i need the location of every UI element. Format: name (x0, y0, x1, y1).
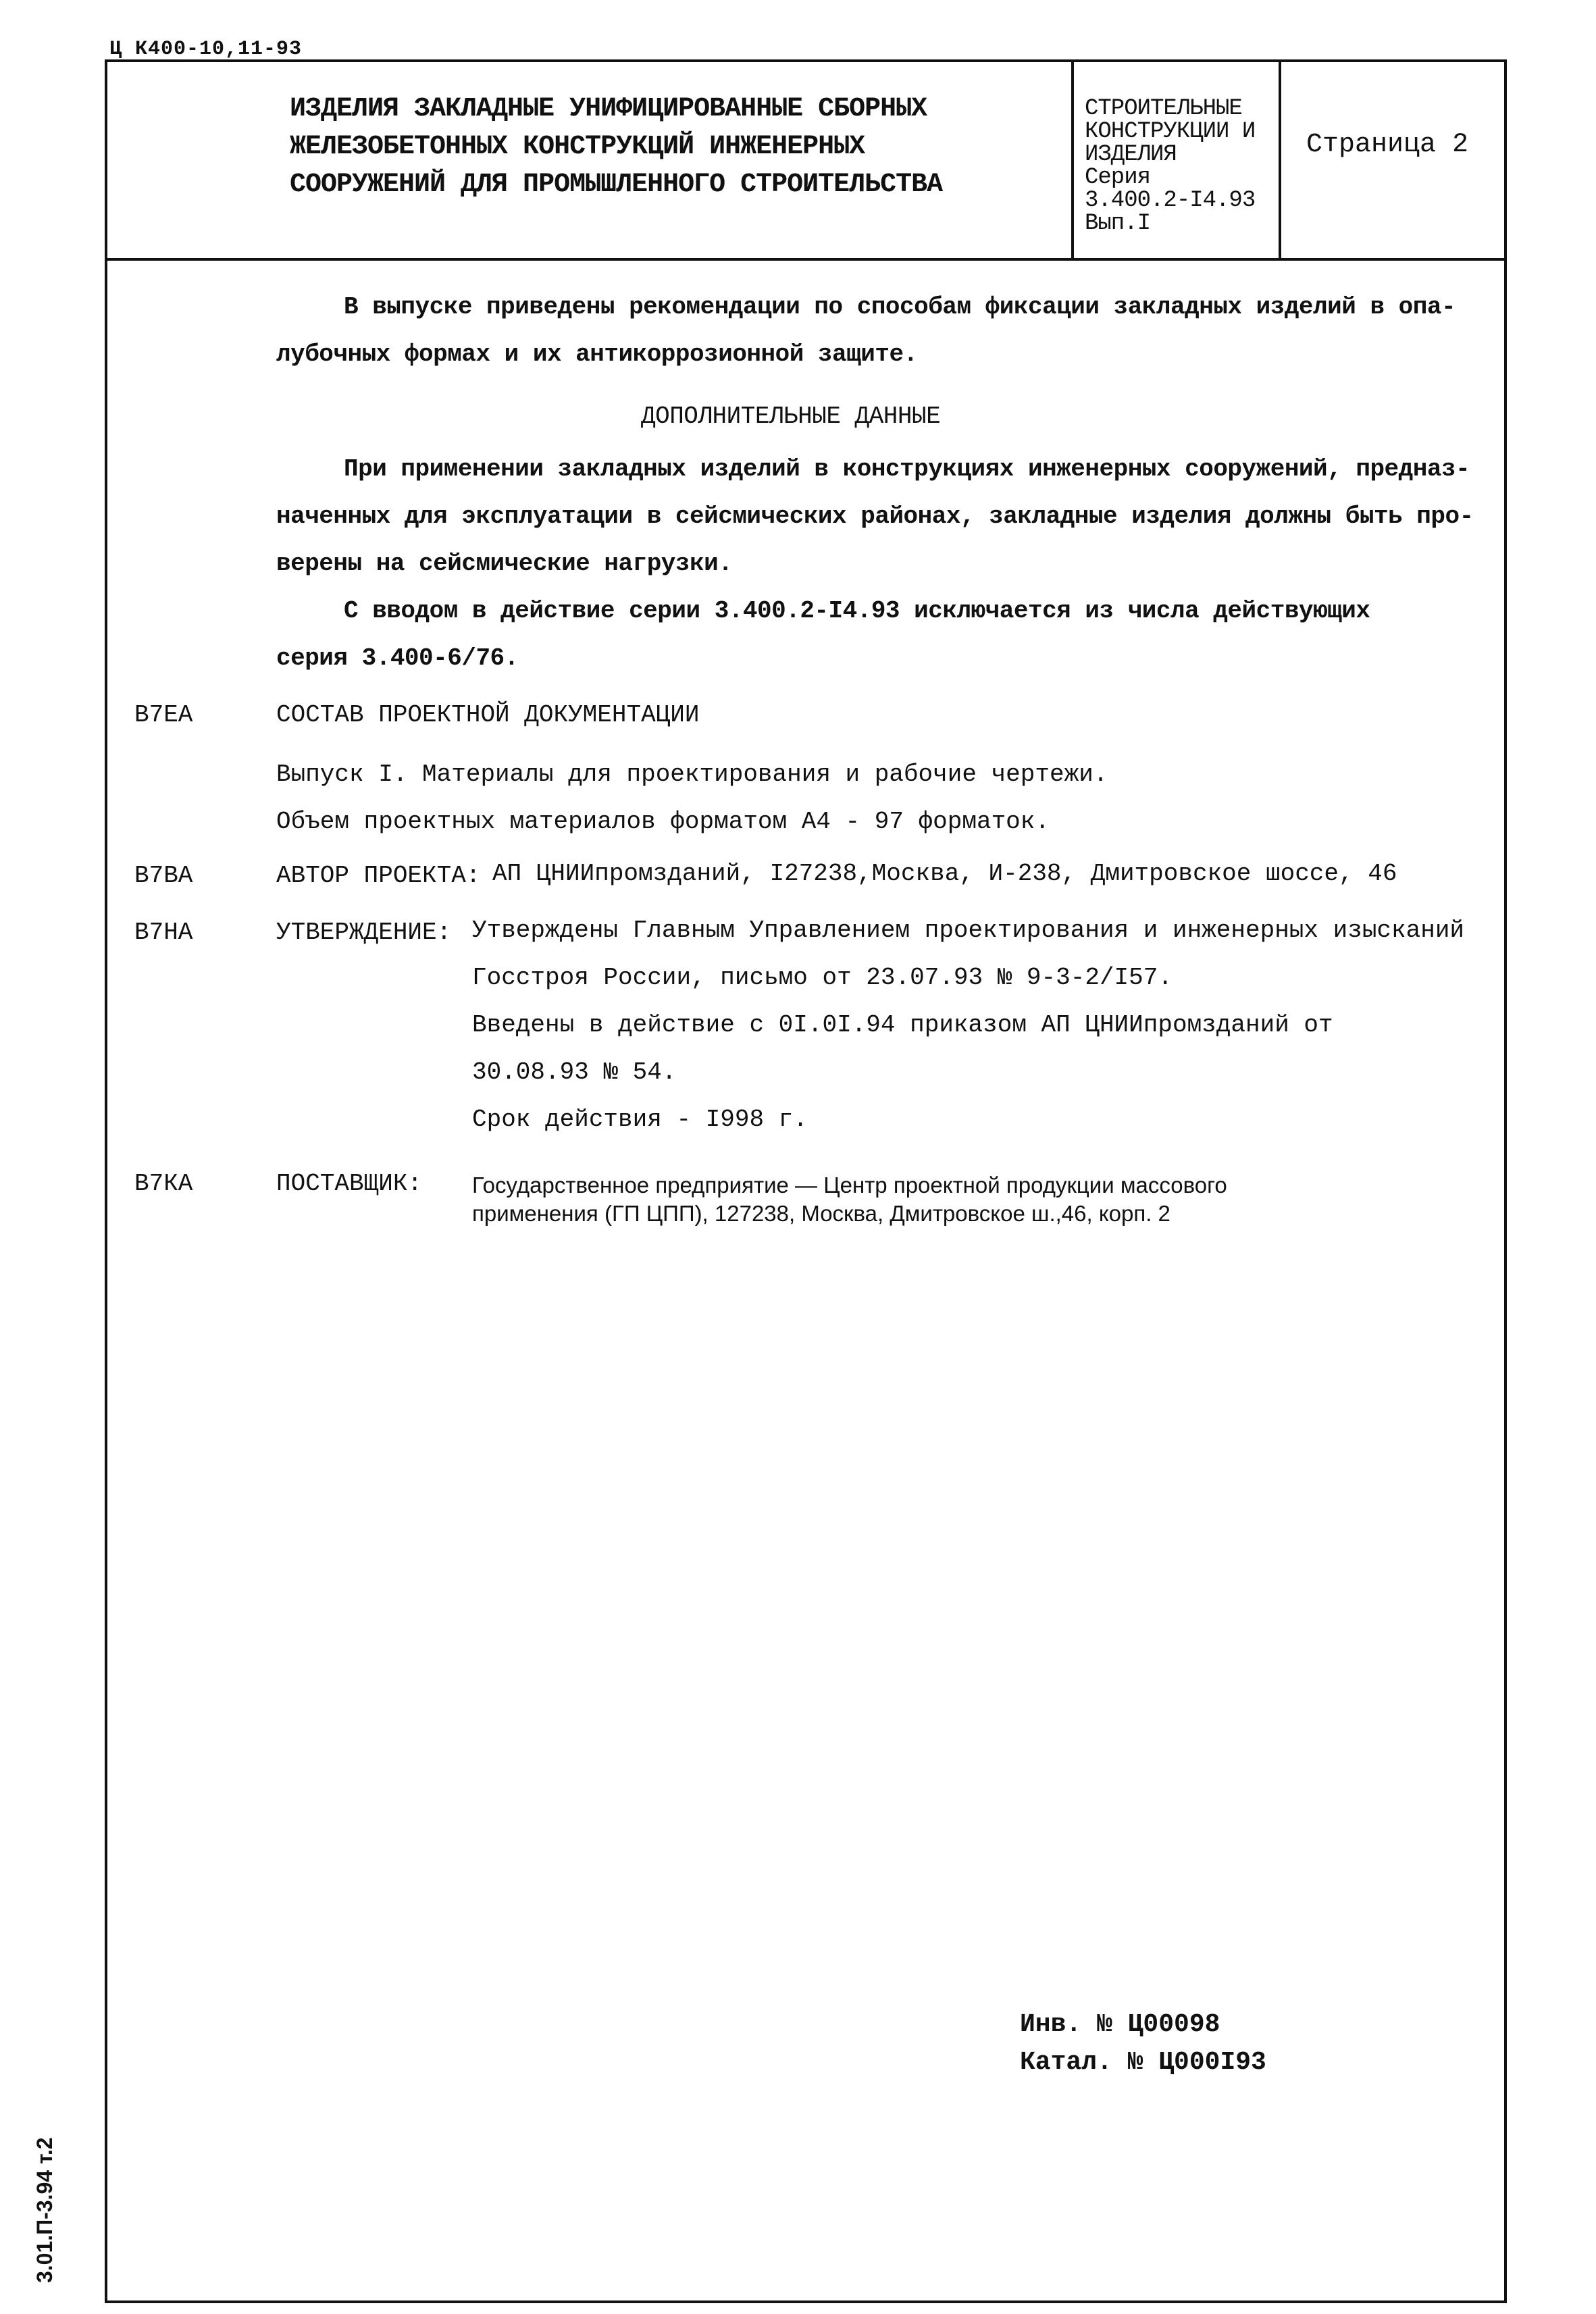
series-line: ИЗДЕЛИЯ (1085, 142, 1177, 168)
title-line: СООРУЖЕНИЙ ДЛЯ ПРОМЫШЛЕННОГО СТРОИТЕЛЬСТВА (290, 170, 943, 200)
text-line: Утверждены Главным Управлением проектирования и инженерных изысканий (472, 917, 1465, 944)
intro-paragraph (276, 284, 1456, 378)
supplier-label: ПОСТАВЩИК: (276, 1170, 423, 1198)
series-line: СТРОИТЕЛЬНЫЕ (1085, 96, 1242, 122)
title-line: ЖЕЛЕЗОБЕТОННЫХ КОНСТРУКЦИЙ ИНЖЕНЕРНЫХ (290, 132, 865, 162)
side-stamp: 3.01.П-3.94 т.2 (32, 2137, 57, 2283)
catalog-number: Катал. № Ц000I93 (1020, 2048, 1266, 2077)
text-line: Срок действия - I998 г. (472, 1106, 808, 1133)
text-line: В выпуске приведены рекомендации по способам фиксации закладных изделий в опа- (344, 293, 1456, 321)
text-line: наченных для эксплуатации в сейсмических районах, закладные изделия должны быть про- (276, 503, 1474, 530)
author-value: АП ЦНИИпромзданий, I27238,Москва, И-238, Дмитровское шоссе, 46 (492, 860, 1397, 888)
seismic-paragraph (276, 446, 1474, 588)
text-line: Объем проектных материалов форматом А4 - 97 форматок. (276, 808, 1050, 835)
document-title (290, 91, 942, 204)
section-code: В7ЕА (134, 701, 193, 729)
section-code: В7НА (134, 919, 193, 946)
text-line: С вводом в действие серии 3.400.2-I4.93 исключается из числа действующих (344, 597, 1370, 625)
text-line: Госстроя России, письмо от 23.07.93 № 9-3-2/I57. (472, 964, 1173, 992)
text-line: Выпуск I. Материалы для проектирования и рабочие чертежи. (276, 761, 1108, 788)
series-line: 3.400.2-I4.93 (1085, 188, 1256, 213)
composition-heading: СОСТАВ ПРОЕКТНОЙ ДОКУМЕНТАЦИИ (276, 701, 700, 729)
page-frame (105, 59, 1507, 2303)
text-line: Государственное предприятие — Центр проектной продукции массового (472, 1173, 1227, 1198)
text-line: верены на сейсмические нагрузки. (276, 550, 733, 577)
additional-heading: ДОПОЛНИТЕЛЬНЫЕ ДАННЫЕ (641, 403, 941, 430)
series-line: Вып.I (1085, 211, 1151, 236)
text-line: лубочных формах и их антикоррозионной защите. (276, 340, 918, 368)
page-number: Страница 2 (1306, 130, 1469, 160)
composition-lines (276, 751, 1108, 846)
supplier-lines (472, 1171, 1227, 1228)
series-line: Серия (1085, 165, 1151, 190)
author-label: АВТОР ПРОЕКТА: (276, 862, 481, 890)
approval-label: УТВЕРЖДЕНИЕ: (276, 919, 452, 946)
title-block (107, 62, 1504, 261)
series-cell (1071, 62, 1281, 258)
text-line: серия 3.400-6/76. (276, 644, 519, 672)
text-line: Введены в действие с 0I.0I.94 приказом АП ЦНИИпромзданий от (472, 1011, 1333, 1039)
inventory-number: Инв. № Ц00098 (1020, 2010, 1220, 2039)
title-line: ИЗДЕЛИЯ ЗАКЛАДНЫЕ УНИФИЦИРОВАННЫЕ СБОРНЫХ (290, 94, 927, 124)
text-line: 30.08.93 № 54. (472, 1058, 677, 1086)
text-line: применения (ГП ЦПП), 127238, Москва, Дмитровское ш.,46, корп. 2 (472, 1201, 1170, 1226)
replacement-paragraph (276, 588, 1370, 682)
series-line: КОНСТРУКЦИИ И (1085, 119, 1256, 145)
inventory-stamp (1020, 2006, 1266, 2082)
section-code: В7ВА (134, 862, 193, 890)
section-code: В7КА (134, 1170, 193, 1198)
text-line: При применении закладных изделий в конструкциях инженерных сооружений, предназ- (344, 455, 1470, 483)
approval-lines (472, 907, 1464, 1143)
document-code: Ц К400-10,11-93 (109, 38, 303, 61)
